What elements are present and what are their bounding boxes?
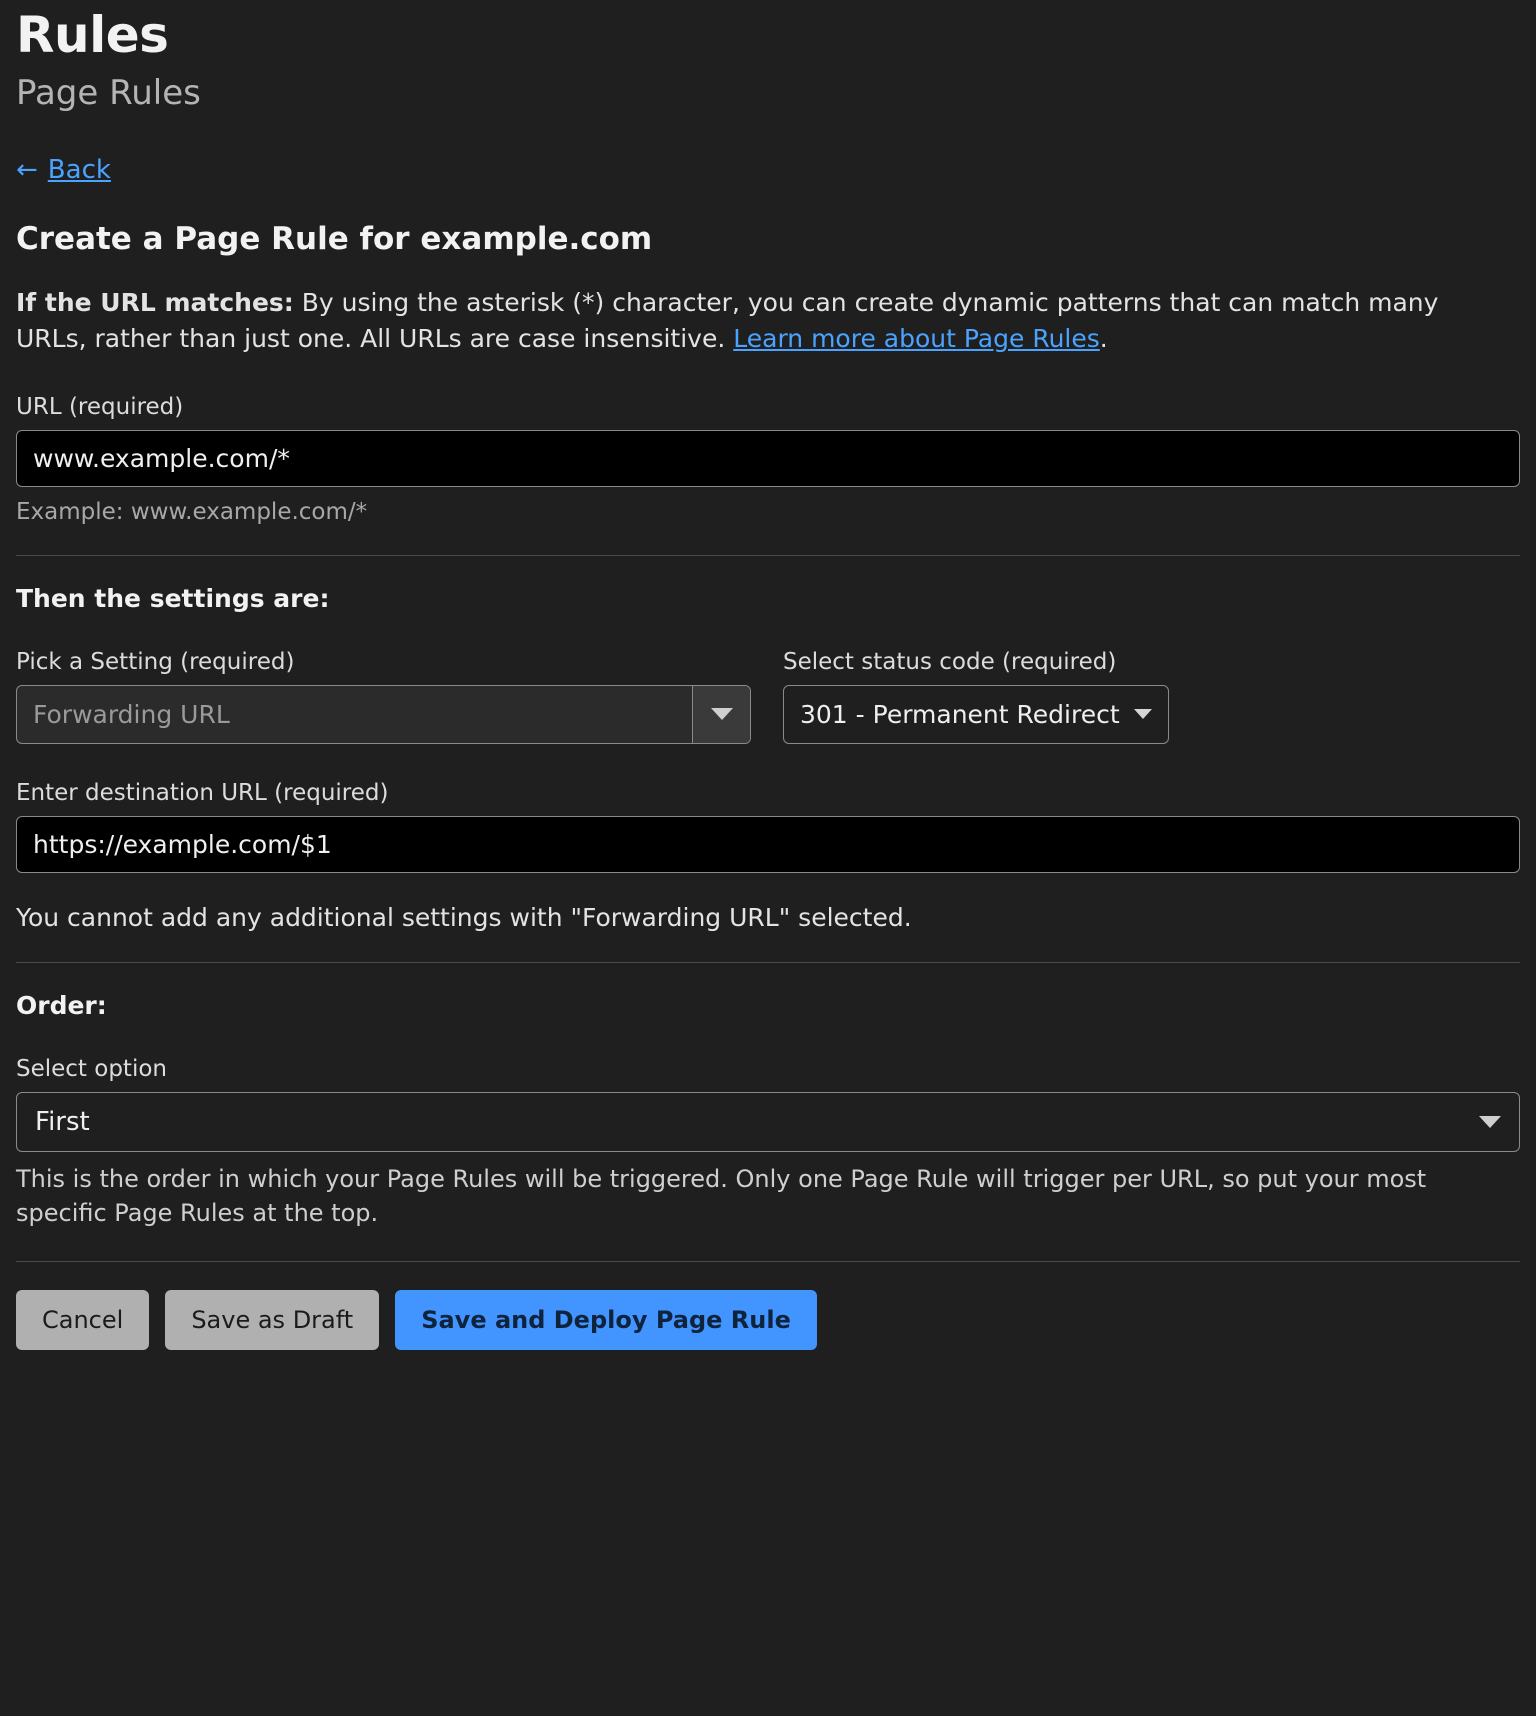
pick-setting-label: Pick a Setting (required) bbox=[16, 648, 295, 675]
order-select[interactable] bbox=[16, 1092, 1520, 1152]
forwarding-url-note: You cannot add any additional settings with "Forwarding URL" selected. bbox=[16, 902, 912, 932]
status-code-group bbox=[783, 613, 1183, 744]
learn-more-link[interactable]: Learn more about Page Rules bbox=[733, 324, 1100, 354]
page-subtitle: Page Rules bbox=[16, 73, 201, 113]
url-field-label: URL (required) bbox=[16, 393, 184, 420]
destination-url-input[interactable] bbox=[16, 816, 1520, 873]
order-heading: Order: bbox=[16, 990, 107, 1020]
chevron-down-icon bbox=[1134, 709, 1152, 719]
destination-url-label: Enter destination URL (required) bbox=[16, 779, 389, 806]
action-buttons bbox=[16, 1290, 1520, 1350]
pick-setting-select[interactable] bbox=[16, 685, 751, 744]
order-select-label: Select option bbox=[16, 1055, 167, 1082]
url-match-text: By using the asterisk (*) character, you can create dynamic patterns that can match many URLs, rather than just one. All URLs are case insensitive. bbox=[16, 288, 1439, 354]
settings-row bbox=[16, 613, 1520, 744]
url-match-text-end: . bbox=[1099, 324, 1108, 354]
then-settings-heading: Then the settings are: bbox=[16, 583, 330, 613]
back-navigation[interactable] bbox=[16, 155, 1520, 185]
save-as-draft-button[interactable]: Save as Draft bbox=[165, 1290, 379, 1350]
arrow-left-icon: ← bbox=[16, 155, 38, 185]
url-match-description bbox=[16, 285, 1516, 358]
status-code-select[interactable] bbox=[783, 685, 1169, 744]
status-code-value: 301 - Permanent Redirect bbox=[800, 699, 1120, 729]
pick-setting-group bbox=[16, 613, 751, 744]
order-select-value: First bbox=[35, 1106, 90, 1137]
page-title: Rules bbox=[16, 6, 169, 64]
url-input[interactable] bbox=[16, 430, 1520, 487]
pick-setting-value: Forwarding URL bbox=[33, 699, 230, 729]
pick-setting-dropdown-button[interactable] bbox=[692, 686, 750, 743]
form-heading: Create a Page Rule for example.com bbox=[16, 221, 653, 257]
url-match-label: If the URL matches: bbox=[16, 288, 294, 317]
divider-3 bbox=[16, 1261, 1520, 1262]
order-note: This is the order in which your Page Rules will be triggered. Only one Page Rule will trigger per URL, so put your most specific Page Rules at the top. bbox=[16, 1164, 1427, 1228]
divider-1 bbox=[16, 555, 1520, 556]
save-and-deploy-button[interactable]: Save and Deploy Page Rule bbox=[395, 1290, 817, 1350]
divider-2 bbox=[16, 962, 1520, 963]
chevron-down-icon bbox=[1479, 1116, 1501, 1128]
back-link[interactable]: Back bbox=[47, 155, 111, 185]
cancel-button[interactable]: Cancel bbox=[16, 1290, 149, 1350]
status-code-label: Select status code (required) bbox=[783, 648, 1117, 675]
chevron-down-icon bbox=[711, 708, 733, 720]
url-field-hint: Example: www.example.com/* bbox=[16, 498, 368, 525]
